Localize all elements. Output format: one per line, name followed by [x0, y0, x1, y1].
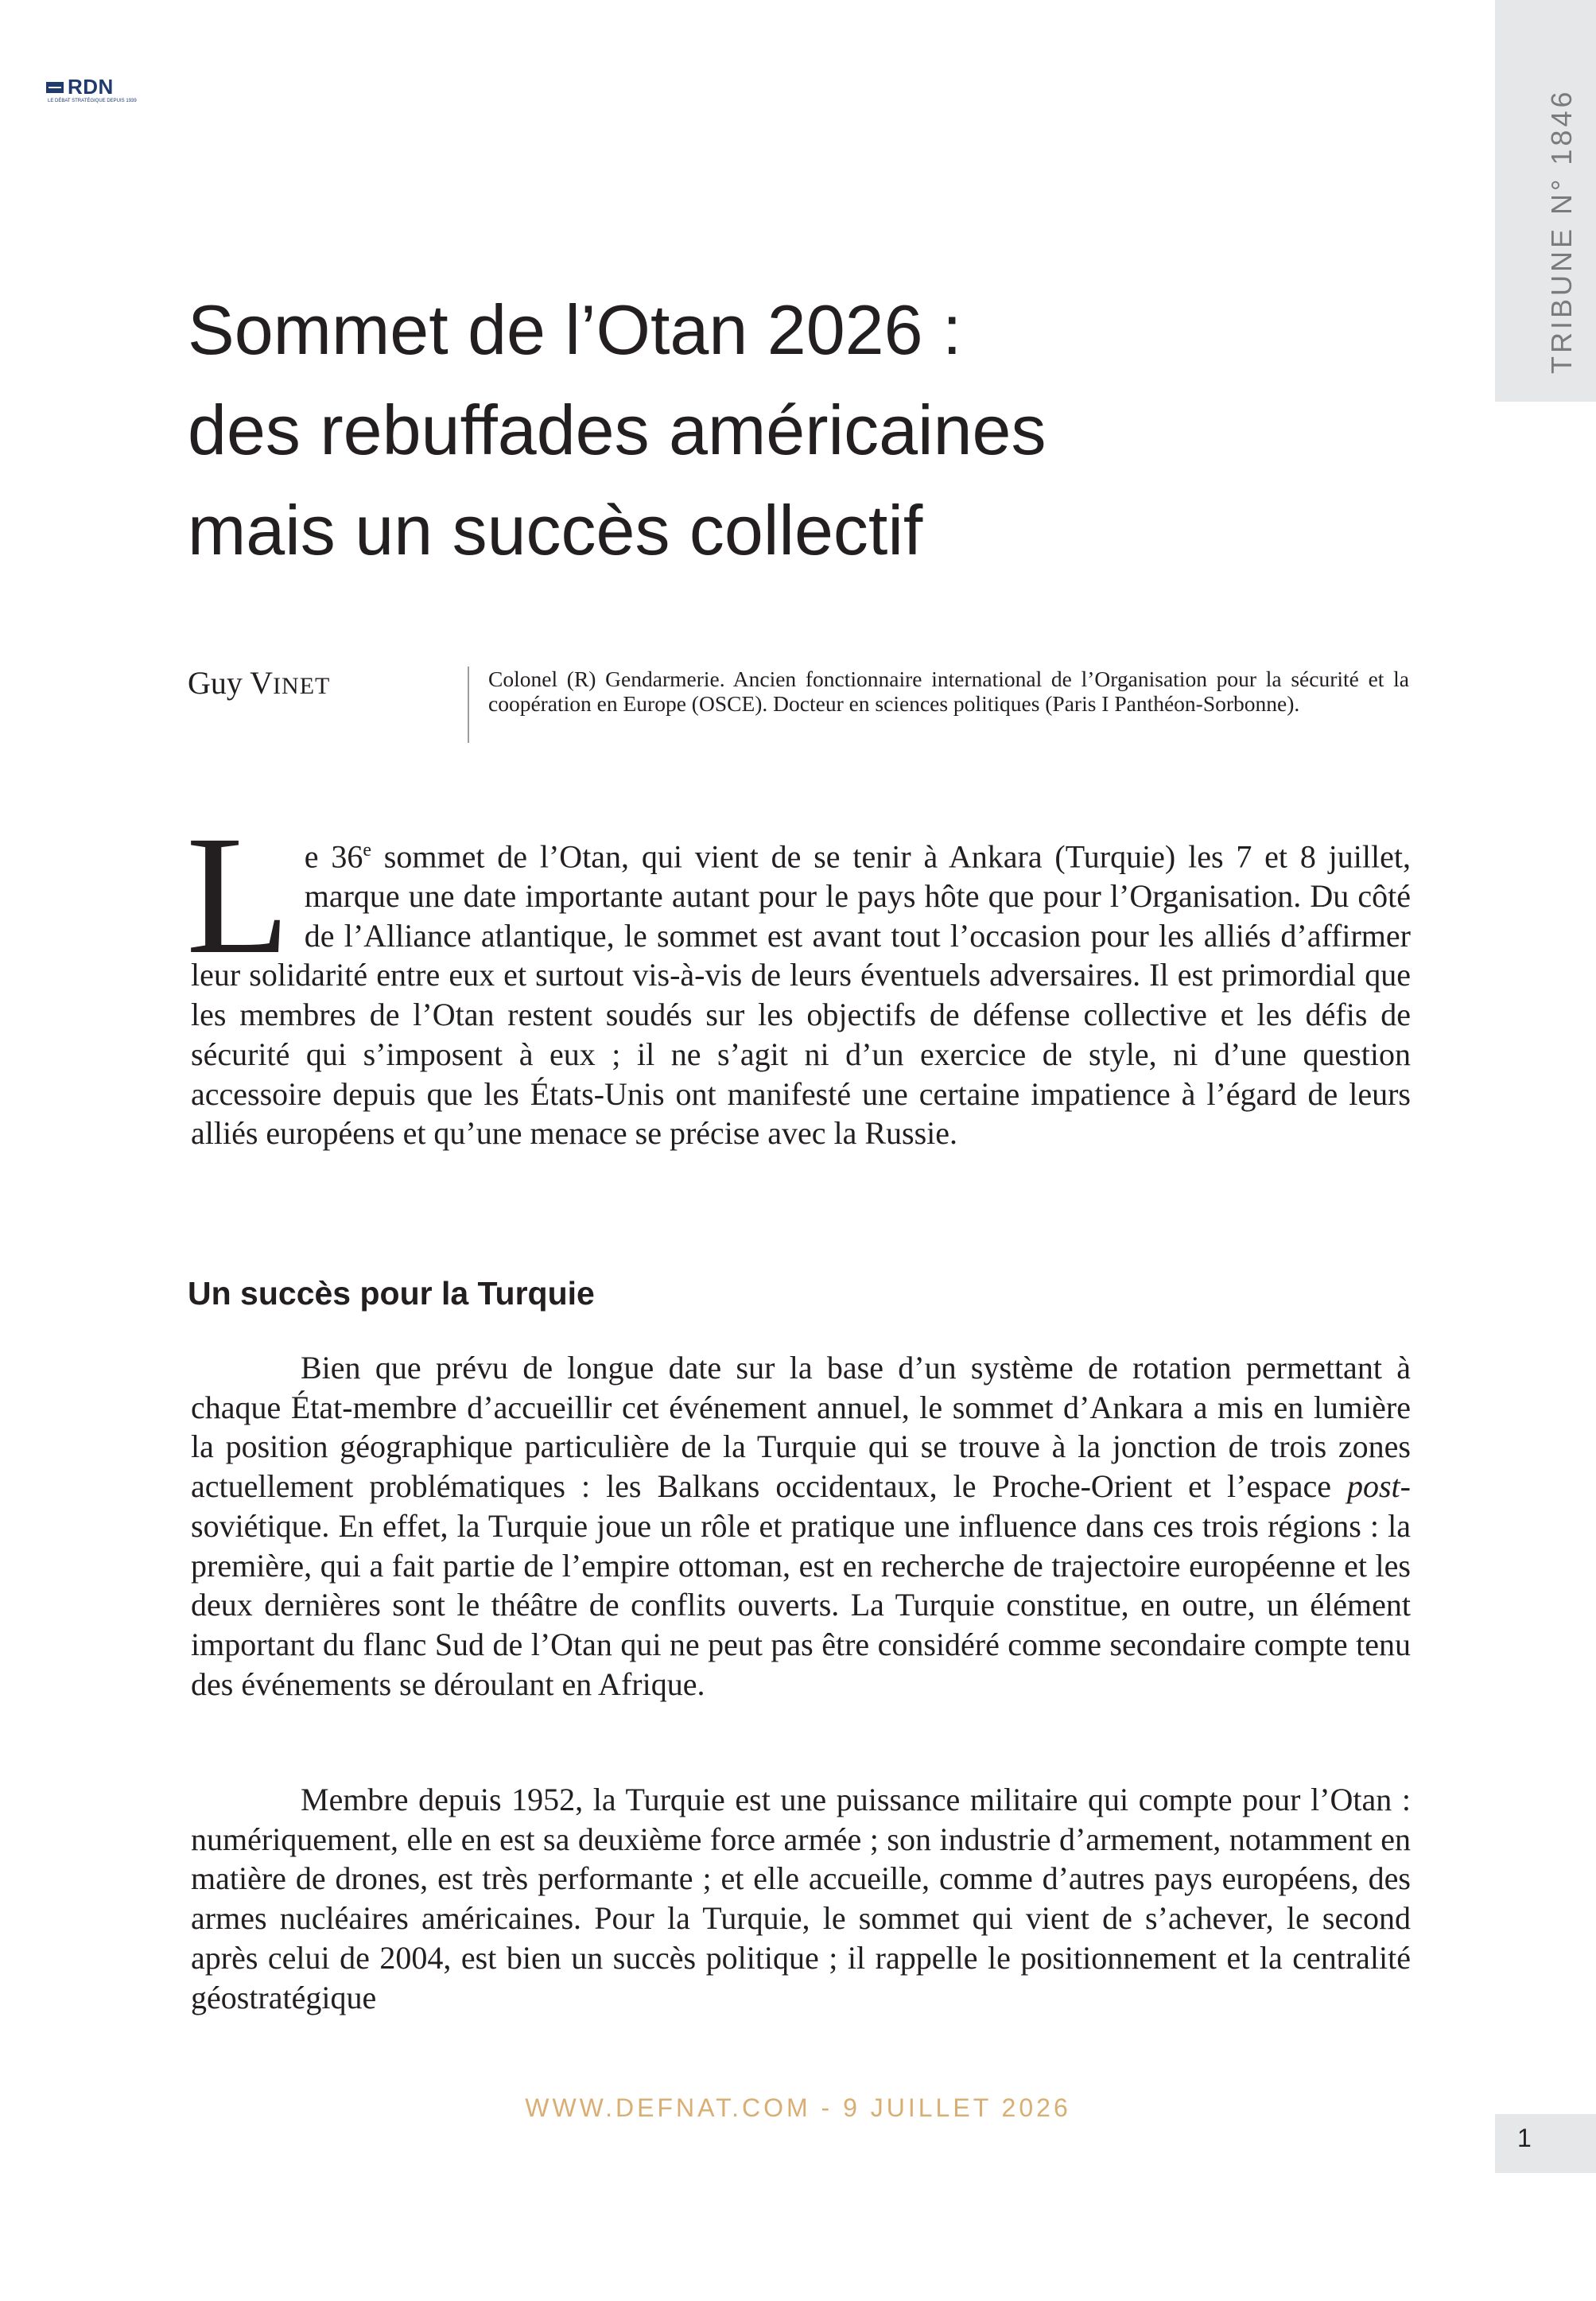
intro-paragraph	[186, 801, 1411, 1153]
ordinal-superscript: e	[363, 840, 371, 861]
rdn-logo	[46, 75, 142, 103]
logo-text: RDN	[68, 75, 114, 99]
page-number-box	[1495, 2114, 1596, 2173]
author-last-name-rest: INET	[273, 673, 331, 699]
author-divider	[468, 667, 469, 743]
title-line: Sommet de l’Otan 2026 :	[188, 290, 962, 369]
footer-url-date: WWW.DEFNAT.COM - 9 JUILLET 2026	[525, 2093, 1071, 2122]
author-last-name: VINET	[250, 665, 331, 701]
intro-rest: sommet de l’Otan, qui vient de se tenir à Ankara (Turquie) les 7 et 8 juillet, marque une date importante autant pour le pays hôte que pour l’Organisation. Du côté de l’Alliance atlantique, le sommet est avant tout l’occasion pour les alliés d’affirmer leur solidarité entre eux et surtout vis-à-vis de leurs éventuels adversaires. Il est primordial que les membres de l’Otan restent soudés sur les objectifs de défense collective et les défis de sécurité qui s’imposent à eux ; il ne s’agit ni d’un exercice de style, ni d’une question accessoire depuis que les États-Unis ont manifesté une certaine impatience à l’égard de leurs alliés européens et qu’une menace se précise avec la Russie.	[191, 838, 1411, 1152]
intro-start: e 36	[304, 838, 363, 875]
series-label: TRIBUNE N° 1846	[1545, 88, 1578, 374]
rdn-flag-icon	[46, 82, 64, 93]
section-heading: Un succès pour la Turquie	[188, 1275, 595, 1312]
paragraph-text: -soviétique. En effet, la Turquie joue un rôle et pratique une influence dans ces trois régions : la première, qui a fait partie de l’empire ottoman, est en recherche de trajectoire européenne et les deux dernières sont le théâtre de conflits ouverts. La Turquie constitue, en outre, un élément important du flanc Sud de l’Otan qui ne peut pas être considéré comme secondaire compte tenu des événements se déroulant en Afrique.	[191, 1468, 1411, 1702]
logo-tagline: LE DÉBAT STRATÉGIQUE DEPUIS 1939	[48, 99, 137, 103]
article-title	[188, 280, 1460, 581]
body-paragraph	[191, 1348, 1411, 1704]
drop-cap: L	[186, 801, 290, 989]
author-name	[188, 664, 330, 702]
author-bio: Colonel (R) Gendarmerie. Ancien fonctionnaire international de l’Organisation pour la sécurité et la coopération en Europe (OSCE). Docteur en sciences politiques (Paris I Panthéon-Sorbonne).	[488, 667, 1409, 716]
title-line: des rebuffades américaines	[188, 391, 1047, 469]
body-paragraph: Membre depuis 1952, la Turquie est une puissance militaire qui compte pour l’Otan : numériquement, elle en est sa deuxième force armée ; son industrie d’armement, notamment en matière de drones, est très performante ; et elle accueille, comme d’autres pays européens, des armes nucléaires américaines. Pour la Turquie, le sommet qui vient de s’achever, le second après celui de 2004, est bien un succès politique ; il rappelle le positionnement et la centralité géostratégique	[191, 1782, 1411, 2015]
italic-word: post	[1346, 1468, 1400, 1505]
paragraph-text: Bien que prévu de longue date sur la base d’un système de rotation permettant à chaque État-membre d’accueillir cet événement annuel, le sommet d’Ankara a mis en lumière la position géographique particulière de la Turquie qui se trouve à la jonction de trois zones actuellement problématiques : les Balkans occidentaux, le Proche-Orient et l’espace	[191, 1350, 1411, 1505]
author-first-name: Guy	[188, 665, 243, 701]
page-number: 1	[1517, 2124, 1532, 2152]
title-line: mais un succès collectif	[188, 491, 923, 569]
